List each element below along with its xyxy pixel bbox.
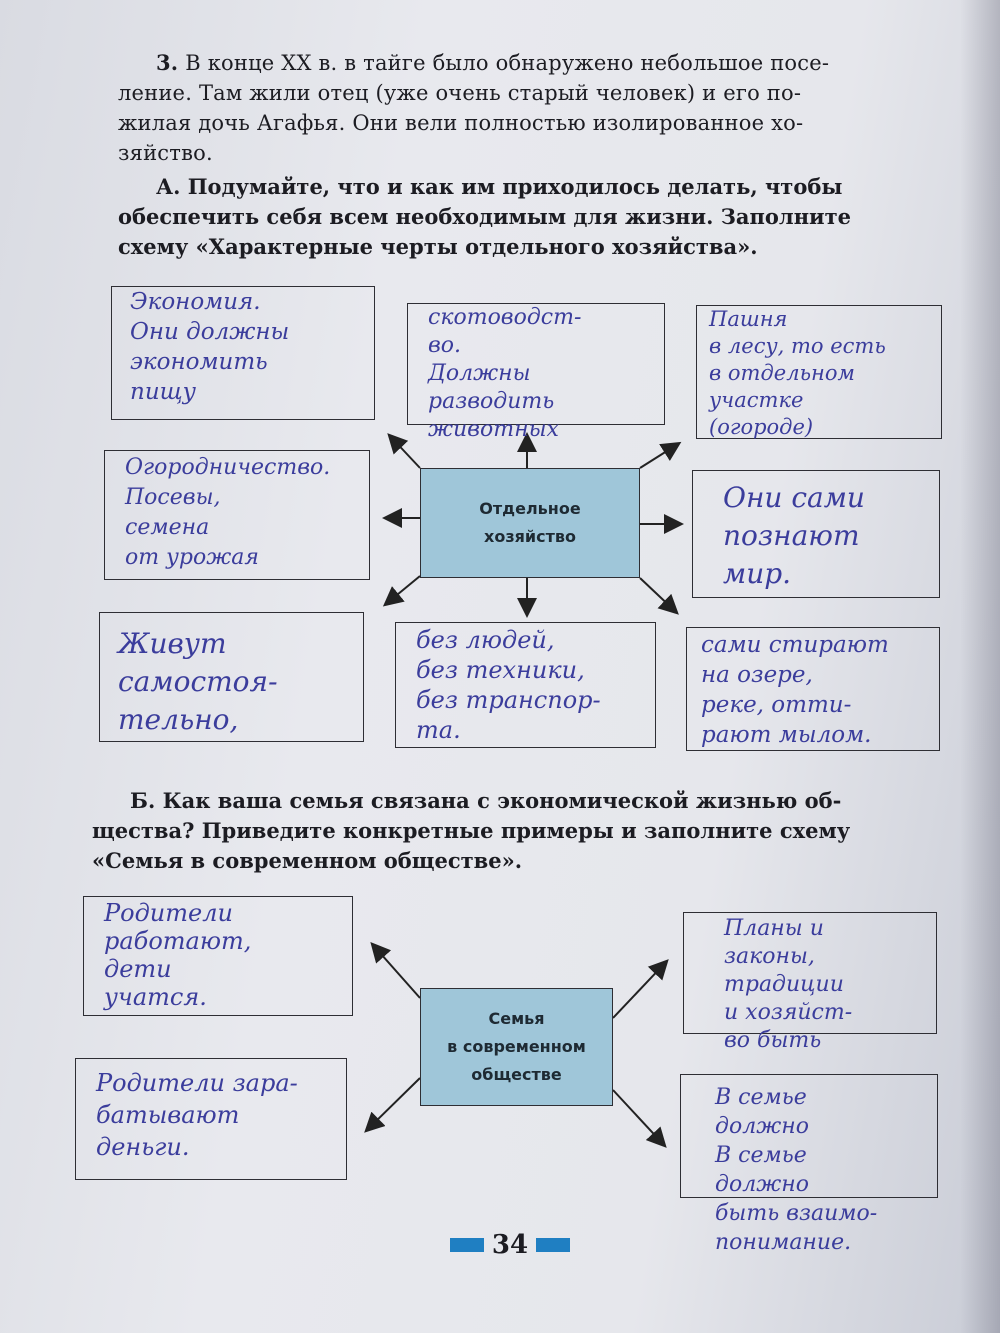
answer-box-a7 [395,622,656,748]
page-number-bar-left [450,1238,484,1252]
page-number [450,1228,570,1262]
arrow-b-up-right [613,962,666,1018]
arrow-b-up-left [373,945,420,998]
arrow-a-down-right [640,578,676,612]
part-b-line-2: щества? Приведите конкретные примеры и заполните схему [92,818,851,843]
handwriting-b1: Родители работают, дети учатся. [104,899,252,1011]
task-3-line-4: зяйство. [118,141,213,165]
part-b-line-1: Б. Как ваша семья связана с экономической жизнью об- [130,788,842,813]
arrow-b-down-right [613,1090,664,1145]
handwriting-a4: Огородничество. Посевы, семена от урожая [125,455,331,570]
answer-box-a2 [407,303,665,442]
handwriting-a1: Экономия. Они должны экономить пищу [130,289,290,405]
part-b-line-3: «Семья в современном обществе». [92,848,523,873]
arrow-b-down-left [367,1078,420,1130]
answer-box-b4 [680,1074,938,1255]
task-3-line-1: 3. В конце XX в. в тайге было обнаружено небольшое посе- [156,50,830,75]
answer-box-b3 [75,1058,347,1180]
handwriting-a3: Пашня в лесу, то есть в отдельном участке (огороде) [709,307,886,439]
handwriting-b4: В семье должно В семье должно быть взаимо- понимание. [715,1085,878,1255]
answer-box-a1 [111,286,375,420]
answer-box-a8 [686,627,940,751]
answer-box-a3 [696,305,942,439]
answer-box-a4 [104,450,370,580]
part-a-line-2: обеспечить себя всем необходимым для жизни. Заполните [118,204,852,229]
arrow-a-down-left [386,576,420,604]
part-b-prompt [92,786,952,876]
center-box-family-in-society: Семья в современном обществе [420,988,613,1106]
task-number: 3. [156,50,179,75]
page-number-bar-right [536,1238,570,1252]
handwriting-b2: Планы и законы, традиции и хозяйст- во быть [724,916,853,1053]
answer-box-a5 [692,470,940,598]
center-box-separate-household: Отдельное хозяйство [420,468,640,578]
answer-box-b2 [683,912,937,1053]
part-a-line-3: схему «Характерные черты отдельного хозяйства». [118,234,758,259]
answer-box-b1 [83,896,353,1016]
answer-box-a6 [99,612,364,742]
handwriting-a7: без людей, без техники, без транспор- та. [416,626,601,744]
part-a-line-1: А. Подумайте, что и как им приходилось делать, чтобы [156,174,843,199]
handwriting-a8: сами стирают на озере, реке, отти- рают мылом. [701,632,889,748]
task-3-line-3: жилая дочь Агафья. Они вели полностью изолированное хо- [118,111,804,135]
task-3-line-2: ление. Там жили отец (уже очень старый человек) и его по- [118,81,802,105]
handwriting-a2: скотоводст- во. Должны разводить животных [428,305,582,442]
handwriting-a5: Они сами познают мир. [723,481,865,590]
handwriting-a6: Живут самостоя- тельно, [118,627,278,736]
arrow-a-up-left [390,436,420,468]
arrow-a-up-right [640,444,678,468]
page-number-text: 34 [491,1230,529,1260]
handwriting-b3: Родители зара- батывают деньги. [96,1069,298,1161]
